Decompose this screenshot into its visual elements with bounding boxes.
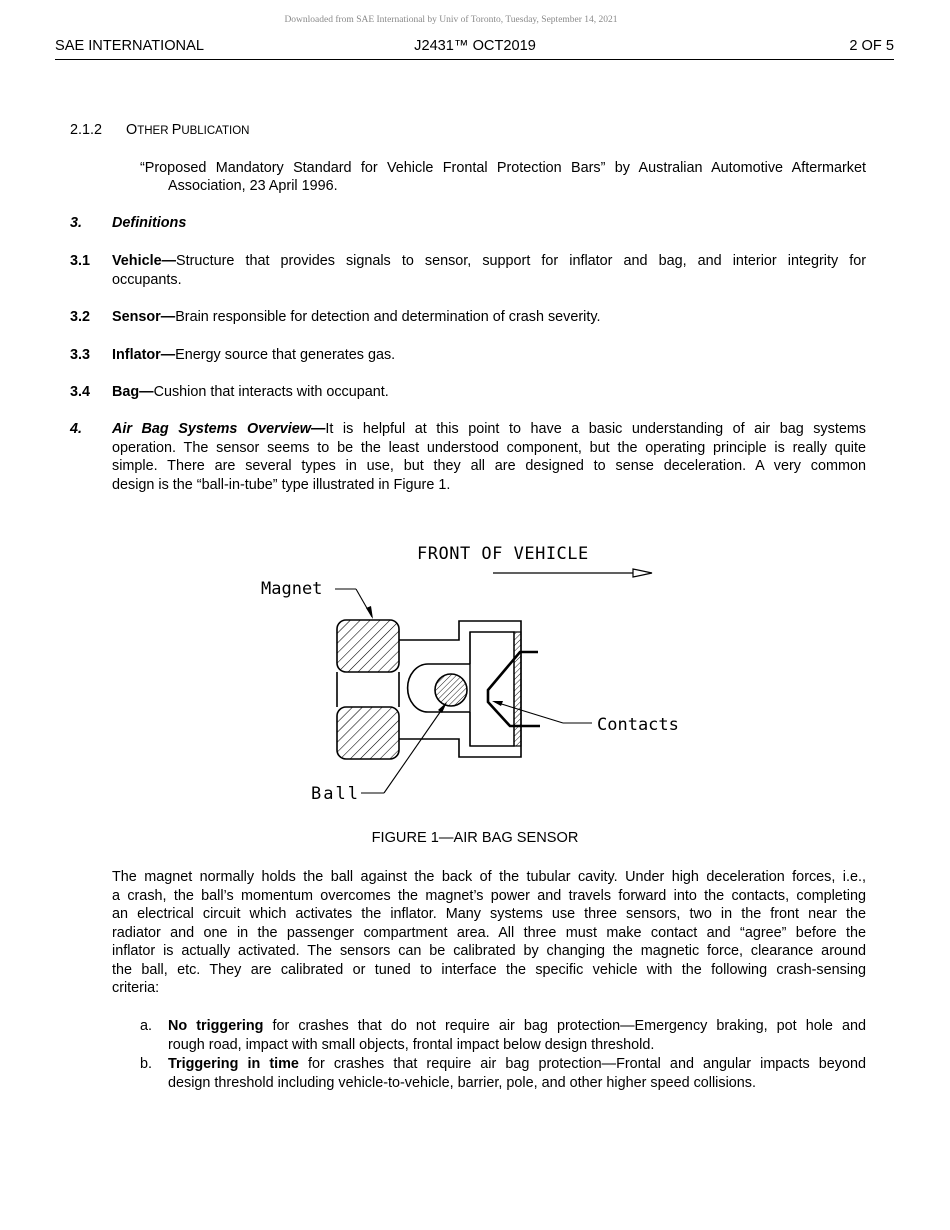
list-marker: a. <box>140 1018 153 1034</box>
body-paragraph: The magnet normally holds the ball against the back of the tubular cavity. Under high deceleration forces, i.e., a crash, the ball’s momentum overcomes the magnet’s power and travels forward into the contacts, completing an electrical circuit which activates the inflator. Many systems use three sensors, two in the front near the radiator and one in the passenger compartment area. All three must make contact and “agree” before the inflator is actually activated. The sensors can be calibrated by changing the magnetic force, clearance around the ball, etc. They are calibrated or tuned to interface the specific vehicle with the following crash-sensing criteria: <box>112 869 866 996</box>
list-item-triggering-in-time: Triggering in time for crashes that require air bag protection—Frontal and angular impacts beyond design threshold including vehicle-to-vehicle, barrier, pole, and other higher speed collisions. <box>168 1056 866 1091</box>
label-contacts: Contacts <box>597 715 679 735</box>
definition-number: 3.3 <box>70 347 91 363</box>
magnet-bottom <box>337 707 399 759</box>
definition-term: Sensor— <box>112 309 176 325</box>
download-note: Downloaded from SAE International by Univ of Toronto, Tuesday, September 14, 2021 <box>284 15 618 25</box>
criteria-term: Triggering in time <box>168 1056 299 1072</box>
reference-line-1: “Proposed Mandatory Standard for Vehicle Frontal Protection Bars” by Australian Automotive Aftermarket <box>140 160 866 176</box>
definition-term: Inflator— <box>112 347 176 363</box>
front-arrow <box>493 569 652 577</box>
reference-line-2: Association, 23 April 1996. <box>168 178 338 194</box>
label-ball: Ball <box>311 784 360 804</box>
definition-number: 3.1 <box>70 253 91 269</box>
section-2-1-2-title: OTHER PUBLICATION <box>126 122 250 138</box>
list-item-no-triggering: No triggering for crashes that do not require air bag protection—Emergency braking, pot hole and rough road, impact with small objects, frontal impact below design threshold. <box>168 1018 866 1053</box>
magnet-top <box>337 620 399 672</box>
overview-term: Air Bag Systems Overview— <box>112 421 326 437</box>
definitions-title: Definitions <box>112 215 187 231</box>
definition-inflator: Inflator—Energy source that generates gas. <box>112 347 396 363</box>
header-document-id: J2431™ OCT2019 <box>414 38 536 54</box>
header-publisher: SAE INTERNATIONAL <box>55 38 204 54</box>
definition-vehicle: Vehicle—Structure that provides signals to sensor, support for inflator and bag, and interior integrity for occupants. <box>112 253 866 288</box>
definition-term: Vehicle— <box>112 253 176 269</box>
overview-paragraph: Air Bag Systems Overview—It is helpful at this point to have a basic understanding of air bag systems operation. The sensor seems to be the least understood component, but the operating principle is really quite simple. There are several types in use, but they all are designed to sense deceleration. A very common design is the “ball-in-tube” type illustrated in Figure 1. <box>112 421 867 493</box>
header-page-number: 2 OF 5 <box>849 38 894 54</box>
contact-plate <box>514 632 521 746</box>
definition-number: 3.2 <box>70 309 91 325</box>
contacts-leader <box>492 701 592 723</box>
definition-sensor: Sensor—Brain responsible for detection and determination of crash severity. <box>112 309 601 325</box>
criteria-term: No triggering <box>168 1018 264 1034</box>
figure-caption: FIGURE 1—AIR BAG SENSOR <box>371 830 579 846</box>
list-marker: b. <box>140 1056 153 1072</box>
definition-term: Bag— <box>112 384 154 400</box>
definition-number: 3.4 <box>70 384 91 400</box>
definition-bag: Bag—Cushion that interacts with occupant. <box>112 384 389 400</box>
overview-number: 4. <box>70 421 83 437</box>
label-front-of-vehicle: FRONT OF VEHICLE <box>417 544 589 564</box>
section-2-1-2-number: 2.1.2 <box>70 122 103 138</box>
definitions-number: 3. <box>70 215 83 231</box>
label-magnet: Magnet <box>261 579 323 599</box>
ball <box>435 674 467 706</box>
magnet-leader <box>335 589 373 619</box>
